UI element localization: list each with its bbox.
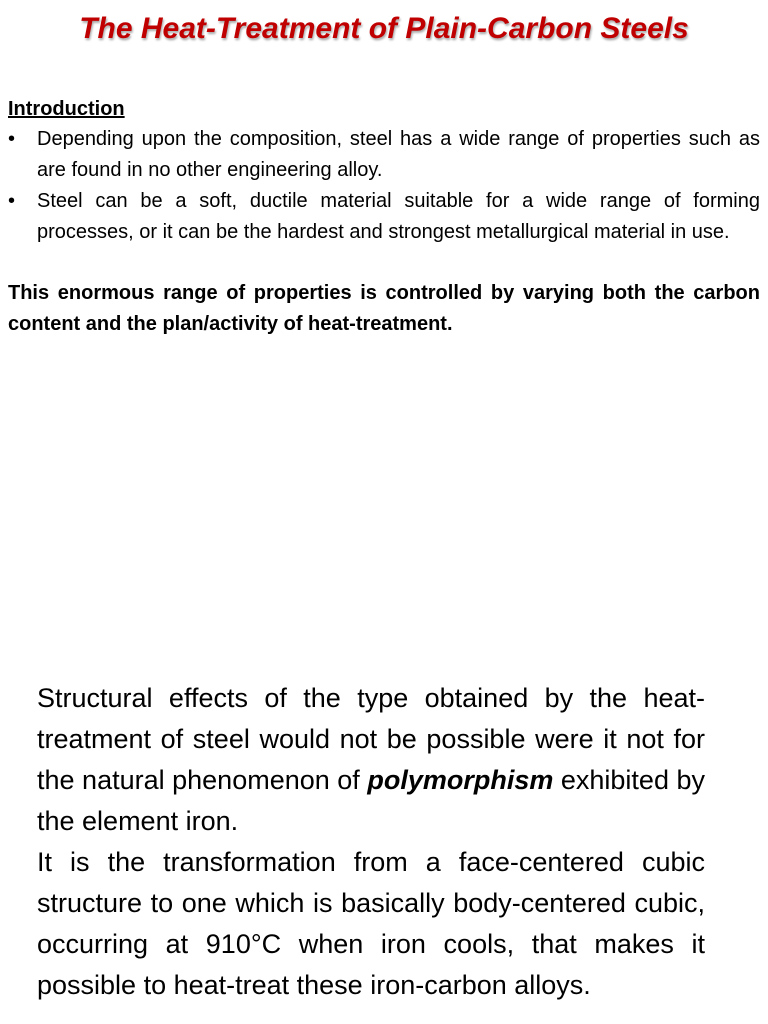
- bullet-mark: •: [8, 128, 16, 150]
- section-heading: Introduction: [8, 98, 125, 120]
- slide-title: The Heat-Treatment of Plain-Carbon Steels: [79, 12, 689, 45]
- bullet-text: Steel can be a soft, ductile material suitable for a wide range of forming processes, or it can be the hardest and strongest metallurgical material in use.: [37, 190, 760, 243]
- slide-introduction: [0, 0, 768, 345]
- summary-statement: This enormous range of properties is controlled by varying both the carbon content and the plan/activity of heat-treatment.: [8, 282, 760, 335]
- bullet-list: [8, 124, 760, 248]
- key-term: polymorphism: [367, 765, 554, 795]
- body-text: [37, 678, 705, 1006]
- bullet-item: [8, 124, 760, 186]
- bullet-text: Depending upon the composition, steel has a wide range of properties such as are found in no other engineering alloy.: [37, 128, 760, 181]
- bullet-item: [8, 186, 760, 248]
- paragraph-text: It is the transformation from a face-centered cubic structure to one which is basically body-centered cubic, occurring at 910°C when iron cools, that makes it possible to heat-treat these iron-carbon alloys.: [37, 847, 705, 1000]
- paragraph-text: exhibited by the element iron.: [37, 765, 705, 836]
- bullet-mark: •: [8, 190, 16, 212]
- slide-polymorphism: [0, 668, 768, 1024]
- paragraph-text: Structural effects of the type obtained by the heat-treatment of steel would not be possible were it not for the natural phenomenon of: [37, 683, 705, 795]
